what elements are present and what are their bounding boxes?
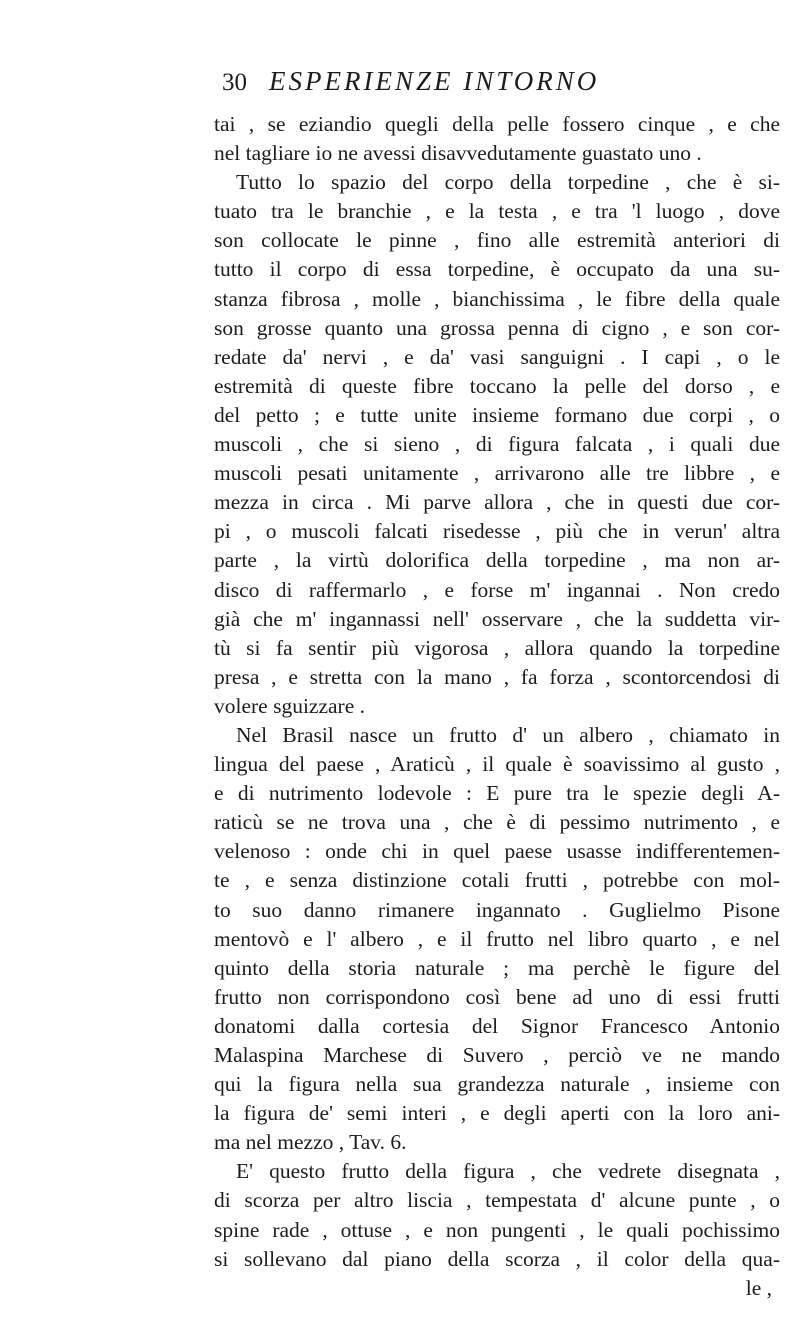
text-line: mezza in circa . Mi parve allora , che in questi due cor- (214, 490, 780, 515)
text-line: disco di raffermarlo , e forse m' ingannai . Non credo (214, 577, 780, 602)
text-line: spine rade , ottuse , e non pungenti , le quali pochissimo (214, 1217, 780, 1242)
text-line: frutto non corrispondono così bene ad uno di essi frutti (214, 984, 780, 1009)
text-line: parte , la virtù dolorifica della torpedine , ma non ar- (214, 548, 780, 573)
text-line: tù si fa sentir più vigorosa , allora quando la torpedine (214, 635, 780, 660)
text-line: te , e senza distinzione cotali frutti , potrebbe con mol- (214, 868, 780, 893)
text-line: lingua del paese , Araticù , il quale è soavissimo al gusto , (214, 752, 780, 777)
text-line: son grosse quanto una grossa penna di cigno , e son cor- (214, 315, 780, 340)
running-title: ESPERIENZE INTORNO (269, 66, 600, 96)
text-line: Tutto lo spazio del corpo della torpedine , che è si- (236, 170, 780, 195)
text-line: volere sguizzare . (214, 693, 366, 718)
text-line: redate da' nervi , e da' vasi sanguigni . I capi , o le (214, 344, 780, 369)
text-line: ma nel mezzo , Tav. 6. (214, 1130, 407, 1155)
text-line: e di nutrimento lodevole : E pure tra le spezie degli A- (214, 781, 780, 806)
text-line: nel tagliare io ne avessi disavvedutamente guastato uno . (214, 141, 702, 166)
text-line: Nel Brasil nasce un frutto d' un albero , chiamato in (236, 722, 780, 747)
text-line: di scorza per altro liscia , tempestata d' alcune punte , o (214, 1188, 780, 1213)
text-line: mentovò e l' albero , e il frutto nel libro quarto , e nel (214, 926, 780, 951)
text-line: quinto della storia naturale ; ma perchè le figure del (214, 955, 780, 980)
text-line: si sollevano dal piano della scorza , il color della qua- (214, 1246, 780, 1271)
text-line: presa , e stretta con la mano , fa forza , scontorcendosi di (214, 664, 780, 689)
text-line: raticù se ne trova una , che è di pessimo nutrimento , e (214, 810, 780, 835)
text-line: tuato tra le branchie , e la testa , e tra 'l luogo , dove (214, 199, 780, 224)
text-line: la figura de' semi interi , e degli aperti con la loro ani- (214, 1101, 780, 1126)
text-line: E' questo frutto della figura , che vedrete disegnata , (236, 1159, 780, 1184)
text-line: velenoso : onde chi in quel paese usasse indifferentemen- (214, 839, 780, 864)
text-line: estremità di queste fibre toccano la pelle del dorso , e (214, 373, 780, 398)
body-text (214, 110, 780, 1303)
text-line: to suo danno rimanere ingannato . Guglielmo Pisone (214, 897, 780, 922)
text-line: son collocate le pinne , fino alle estremità anteriori di (214, 228, 780, 253)
running-head (222, 66, 742, 100)
text-line: tutto il corpo di essa torpedine, è occupato da una su- (214, 257, 780, 282)
text-line: del petto ; e tutte unite insieme formano due corpi , o (214, 402, 780, 427)
text-line: Malaspina Marchese di Suvero , perciò ve ne mando (214, 1043, 780, 1067)
text-line: stanza fibrosa , molle , bianchissima , le fibre della quale (214, 286, 780, 311)
text-line: donatomi dalla cortesia del Signor Francesco Antonio (214, 1013, 780, 1038)
text-line: qui la figura nella sua grandezza naturale , insieme con (214, 1072, 780, 1097)
text-line: tai , se eziandio quegli della pelle fossero cinque , e che (214, 112, 780, 136)
text-line: pi , o muscoli falcati risedesse , più che in verun' altra (214, 519, 780, 544)
text-line: già che m' ingannassi nell' osservare , che la suddetta vir- (214, 606, 780, 631)
text-line: muscoli pesati unitamente , arrivarono alle tre libbre , e (214, 461, 780, 486)
catchword: le , (745, 1275, 772, 1300)
text-line: muscoli , che si sieno , di figura falcata , i quali due (214, 432, 780, 457)
page-number: 30 (222, 69, 247, 96)
